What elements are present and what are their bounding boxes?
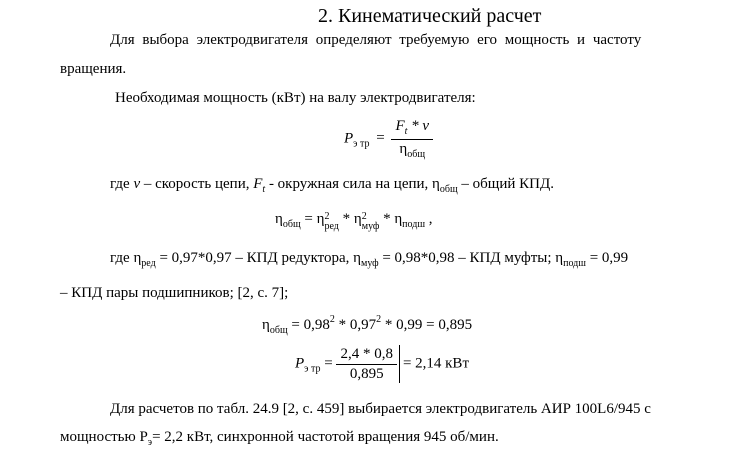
paragraph-motor-choice-line-2: мощностью $Р_э= 2,2$ кВт, синхронной частотой вращения 945 об/мин. [60,429,499,448]
definition-line-3: – КПД пары подшипников; [2, с. 7]; [60,285,289,301]
fraction-numerator: $F_t$ * v [391,117,433,140]
paragraph-intro-line-2: вращения. [60,61,127,77]
formula-equals: = [376,130,385,147]
evaluation-bar [399,345,400,383]
formula-power-fraction [336,345,397,384]
section-heading [318,6,541,26]
formula-power [344,117,433,161]
fraction-numerator: 2,4 * 0,8 [336,345,397,365]
formula-efficiency-total: $\eta_{общ} = \eta$ 2 ред * η 2 муф * $\eta_{подш}$ , [275,211,433,232]
paragraph-power-required: Необходимая мощность (кВт) на валу электродвигателя: [115,90,476,106]
formula-efficiency-value: $\eta_{общ} = 0,98^2 * 0,97^2 * 0,99 = 0,895$ [262,314,473,336]
paragraph-intro-line-1: Для выбора электродвигателя определяют требуемую его мощность и частоту [110,32,642,48]
section-heading-text: 2. Кинематический расчет [318,5,542,27]
formula-sub: э тр [353,138,370,150]
formula-fraction [391,117,433,161]
formula-power-value: $P_{э тр}$ = $\frac{2,4 * 0,8}{0,895}$ = 2,14 кВт [295,346,469,382]
fraction-denominator: 0,895 [349,365,384,382]
definition-line-1: где v – скорость цепи, $F_t$ - окружная сила на цепи, $\eta_{общ}$ – общий КПД. [110,176,554,195]
formula-var-P: P [344,130,354,147]
paragraph-motor-choice-line-1: Для расчетов по табл. 24.9 [2, с. 459] выбирается электродвигатель АИР 100L6/945 с [110,401,651,417]
fraction-denominator: $\eta_{общ}$ [399,140,426,160]
definition-line-2: где $\eta_{ред} = 0,97*0,97$ – КПД редуктора, $\eta_{муф} = 0,98*0,98$ – КПД муфты; $\eta_{подш} = 0,99$ [110,250,629,269]
